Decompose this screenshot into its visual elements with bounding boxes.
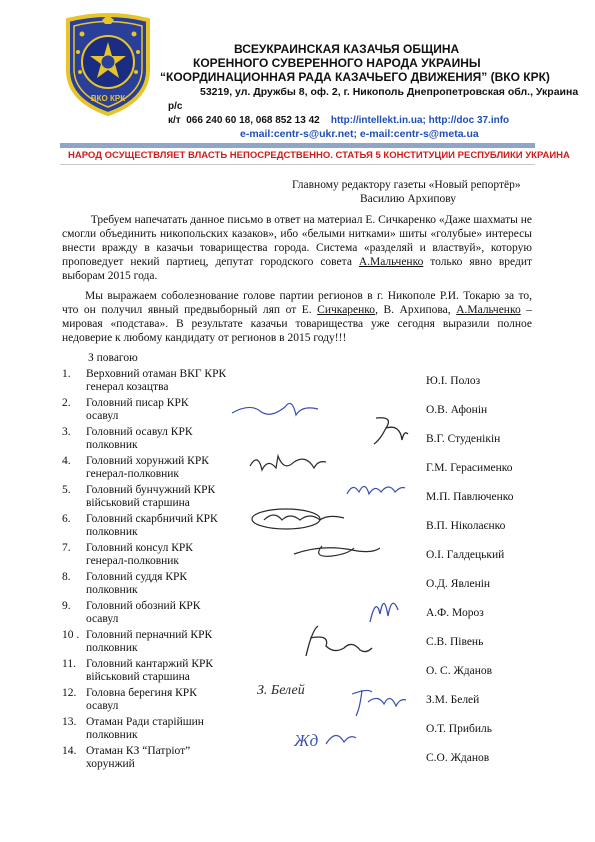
regards-line: З повагою	[88, 352, 138, 364]
org-name-line-1: ВСЕУКРАИНСКАЯ КАЗАЧЬЯ ОБЩИНА	[234, 42, 460, 56]
phone-label: к/т	[168, 115, 181, 126]
signature-beley	[255, 676, 327, 702]
org-name-line-2: КОРЕННОГО СУВЕРЕННОГО НАРОДА УКРАИНЫ	[193, 56, 481, 70]
row-number: 12.	[62, 687, 77, 699]
signatory-name: З.М. Белей	[426, 694, 480, 706]
addressee-line-2: Василию Архипову	[360, 193, 457, 205]
p2-text-b: – мировая «подстава». В результате казачьи товарищества уже сегодня выразили полное недоверие к любому кандидату от регионов в 2015 году!!!	[62, 304, 532, 344]
p1-name: А.Мальченко	[358, 256, 424, 268]
body-paragraph-2	[62, 289, 532, 345]
rank: полковник	[86, 642, 138, 654]
row-number: 5.	[62, 484, 71, 496]
signatory-name: О.Т. Прибиль	[426, 723, 493, 735]
signatory-name: О.В. Афонін	[426, 404, 488, 416]
signature-gerasimenko	[248, 450, 328, 476]
signatory-name: О.І. Галдецький	[426, 549, 505, 561]
rank: осавул	[86, 613, 119, 625]
contacts-line	[168, 115, 509, 126]
phone-numbers: 066 240 60 18, 068 852 13 42	[186, 115, 320, 126]
rank: полковник	[86, 729, 138, 741]
position-title: Отаман КЗ “Патріот”	[86, 745, 191, 757]
rank: військовий старшина	[86, 497, 190, 509]
row-number: 4.	[62, 455, 71, 467]
motto-banner: НАРОД ОСУЩЕСТВЛЯЕТ ВЛАСТЬ НЕПОСРЕДСТВЕННО. СТАТЬЯ 5 КОНСТИТУЦИИ РЕСПУБЛИКИ УКРАИНА	[68, 150, 570, 161]
signatory-name: О.Д. Явленін	[426, 578, 491, 590]
signatory-name: Ю.І. Полоз	[426, 375, 481, 387]
rank: осавул	[86, 700, 119, 712]
position-title: Головна берегиня КРК	[86, 687, 197, 699]
position-title: Головний писар КРК	[86, 397, 189, 409]
signatory-name: С.В. Півень	[426, 636, 484, 648]
header-divider	[60, 143, 535, 148]
position-title: Головний обозний КРК	[86, 600, 201, 612]
signature-afonin	[230, 395, 320, 421]
row-number: 9.	[62, 600, 71, 612]
position-title: Головний суддя КРК	[86, 571, 188, 583]
signatory-name: А.Ф. Мороз	[426, 607, 484, 619]
signatory-name: С.О. Жданов	[426, 752, 490, 764]
logo-caption: ВКО КРК	[90, 94, 126, 103]
signature-piven	[300, 620, 374, 660]
signatory-row	[62, 368, 537, 398]
row-number: 6.	[62, 513, 71, 525]
signatory-name: В.П. Ніколаєнко	[426, 520, 506, 532]
position-title: Головний скарбничий КРК	[86, 513, 218, 525]
website-links[interactable]: http://intellekt.in.ua; http://doc 37.info	[330, 115, 510, 126]
p2-name-2: А.Мальченко	[456, 304, 521, 316]
signature-studenikin	[370, 414, 410, 448]
position-title: Отаман Ради старійшин	[86, 716, 204, 728]
motto-divider	[60, 164, 535, 165]
row-number: 1.	[62, 368, 71, 380]
signature-pavlyuchenko	[345, 478, 407, 500]
row-number: 8.	[62, 571, 71, 583]
rank: генерал-полковник	[86, 468, 180, 480]
emblem-logo	[62, 12, 154, 116]
p2-name-1: Сичкаренко	[317, 304, 376, 316]
rank: полковник	[86, 526, 138, 538]
signatory-row	[62, 571, 537, 601]
signature-galdetsky	[292, 540, 382, 562]
rank: хорунжий	[86, 758, 135, 770]
position-title: Головний хорунжий КРК	[86, 455, 209, 467]
postal-address: 53219, ул. Дружбы 8, оф. 2, г. Никополь Днепропетровская обл., Украина	[200, 86, 579, 98]
signature-zhdanov-text: Жд	[294, 731, 319, 750]
position-title: Головний кантаржий КРК	[86, 658, 214, 670]
signatory-name: О. С. Жданов	[426, 665, 493, 677]
p1-text-b: только явно вредит выборам 2015 года.	[62, 256, 532, 282]
position-title: Головний бунчужний КРК	[86, 484, 216, 496]
signatory-name: М.П. Павлюченко	[426, 491, 514, 503]
signature-beley-text: З. Белей	[257, 683, 305, 698]
rank: генерал-полковник	[86, 555, 180, 567]
rank: генерал козацтва	[86, 381, 169, 393]
signatory-name: Г.М. Герасименко	[426, 462, 513, 474]
rank: полковник	[86, 439, 138, 451]
signature-prybyl	[348, 684, 408, 720]
position-title: Головний консул КРК	[86, 542, 193, 554]
signatory-list	[62, 368, 537, 768]
position-title: Головний перначний КРК	[86, 629, 213, 641]
email-links[interactable]: e-mail:centr-s@ukr.net; e-mail:centr-s@meta.ua	[240, 128, 479, 140]
p1-text-a: Требуем напечатать данное письмо в ответ на материал Е. Сичкаренко «Даже шахматы не смогли объединить никопольских казаков», ибо «белыми нитками» шиты «голубые» интересы внести вражду в казачьи товарищества города. Система «разделяй и властвуй», которую проповедует некий партиец, депутат городского совета	[62, 214, 532, 268]
signature-zhdanov	[290, 724, 360, 754]
row-number: 7.	[62, 542, 71, 554]
row-number: 3.	[62, 426, 71, 438]
row-number: 10 .	[62, 629, 80, 641]
p2-text-mid: , В. Архипова,	[375, 304, 457, 316]
row-number: 13.	[62, 716, 77, 728]
rank: осавул	[86, 410, 119, 422]
position-title: Головний осавул КРК	[86, 426, 193, 438]
p2-text-a: Мы выражаем соболезнование голове партии регионов в г. Никополе Р.И. Токарю за то, что он получил явный предвыборный ляп от Е.	[62, 290, 532, 316]
signatory-name: В.Г. Студенікін	[426, 433, 501, 445]
body-paragraph-1	[62, 213, 532, 283]
row-number: 14.	[62, 745, 77, 757]
row-number: 2.	[62, 397, 71, 409]
rank: військовий старшина	[86, 671, 190, 683]
rank: полковник	[86, 584, 138, 596]
row-number: 11.	[62, 658, 76, 670]
signature-nikolaenko	[248, 504, 348, 532]
org-name-line-3: “КООРДИНАЦИОННАЯ РАДА КАЗАЧЬЕГО ДВИЖЕНИЯ” (ВКО КРК)	[160, 70, 550, 84]
account-label: р/с	[168, 101, 183, 112]
position-title: Верховний отаман ВКГ КРК	[86, 368, 227, 380]
addressee-line-1: Главному редактору газеты «Новый репортёр»	[292, 179, 521, 191]
